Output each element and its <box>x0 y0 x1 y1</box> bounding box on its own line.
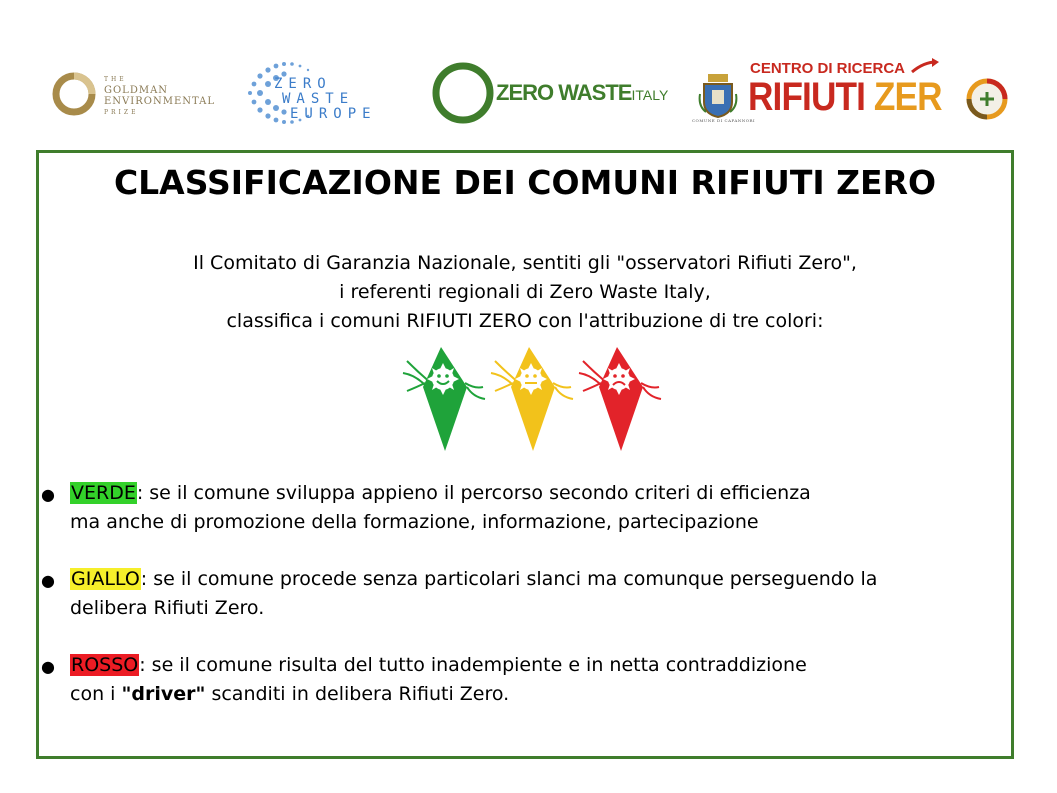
driver-bold-text: "driver" <box>121 683 206 705</box>
verde-line-2: ma anche di promozione della formazione, informazione, partecipazione <box>70 511 759 533</box>
zwi-suffix: ITALY <box>631 87 669 103</box>
yellow-kite-neutral-icon <box>489 343 575 455</box>
giallo-line-2: delibera Rifiuti Zero. <box>70 597 265 619</box>
rosso-tag: ROSSO <box>71 654 139 676</box>
bullet-dot: ● <box>41 485 55 504</box>
recycle-globe-icon <box>966 78 1008 120</box>
zero-waste-europe-logo <box>238 56 388 130</box>
intro-line-3: classifica i comuni RIFIUTI ZERO con l'attribuzione di tre colori: <box>226 310 824 332</box>
crz-main-a: RIFIUTI <box>748 75 866 119</box>
goldman-line4: PRIZE <box>104 109 139 116</box>
zwe-line2: WASTE <box>282 91 355 107</box>
centro-ricerca-rifiuti-zero-logo <box>692 58 1010 128</box>
zero-waste-italy-logo <box>430 60 669 126</box>
kite-flags <box>401 343 661 457</box>
crz-main-wordmark <box>748 74 942 120</box>
rosso-line-2-post: scanditi in delibera Rifiuti Zero. <box>205 683 510 705</box>
crz-top-line: CENTRO DI RICERCA <box>750 60 906 77</box>
rosso-line-1 <box>70 651 807 680</box>
rosso-line-2 <box>70 680 509 709</box>
zwe-line3: EUROPE <box>290 106 377 122</box>
swoosh-arrow-icon <box>910 58 940 74</box>
rosso-description: : se il comune risulta del tutto inadempiente e in netta contraddizione <box>139 654 807 676</box>
crz-main-b: ZER <box>873 75 942 119</box>
giallo-line-1 <box>70 565 877 594</box>
partner-logos <box>0 0 1057 140</box>
goldman-line2: GOLDMAN <box>104 85 169 96</box>
zwe-line1: ZERO <box>274 76 332 92</box>
goldman-line3: ENVIRONMENTAL <box>104 96 215 107</box>
crest-caption: COMUNE DI CAPANNORI <box>692 118 756 123</box>
green-kite-smiling-icon <box>401 343 487 455</box>
giallo-tag: GIALLO <box>71 568 140 590</box>
goldman-prize-logo <box>50 68 215 124</box>
rosso-line-2-pre: con i <box>70 683 122 705</box>
green-ring-icon <box>430 60 496 126</box>
verde-tag: VERDE <box>71 482 136 504</box>
intro-line-2: i referenti regionali di Zero Waste Italy, <box>339 281 711 303</box>
zwi-main: ZERO WASTE <box>496 80 632 105</box>
red-kite-frowning-icon <box>577 343 663 455</box>
goldman-ring-icon <box>50 68 100 120</box>
page-title: CLASSIFICAZIONE DEI COMUNI RIFIUTI ZERO <box>113 163 937 202</box>
goldman-line1: THE <box>104 76 127 83</box>
giallo-description: : se il comune procede senza particolari slanci ma comunque perseguendo la <box>140 568 878 590</box>
intro-paragraph <box>39 249 1011 336</box>
municipal-crest-icon <box>698 72 738 118</box>
intro-line-1: Il Comitato di Garanzia Nazionale, sentiti gli "osservatori Rifiuti Zero", <box>193 252 857 274</box>
bullet-dot: ● <box>41 657 55 676</box>
bullet-dot: ● <box>41 571 55 590</box>
verde-description: : se il comune sviluppa appieno il percorso secondo criteri di efficienza <box>136 482 811 504</box>
classification-panel <box>36 150 1014 759</box>
verde-line-1 <box>70 479 811 508</box>
zwi-wordmark <box>496 80 668 106</box>
